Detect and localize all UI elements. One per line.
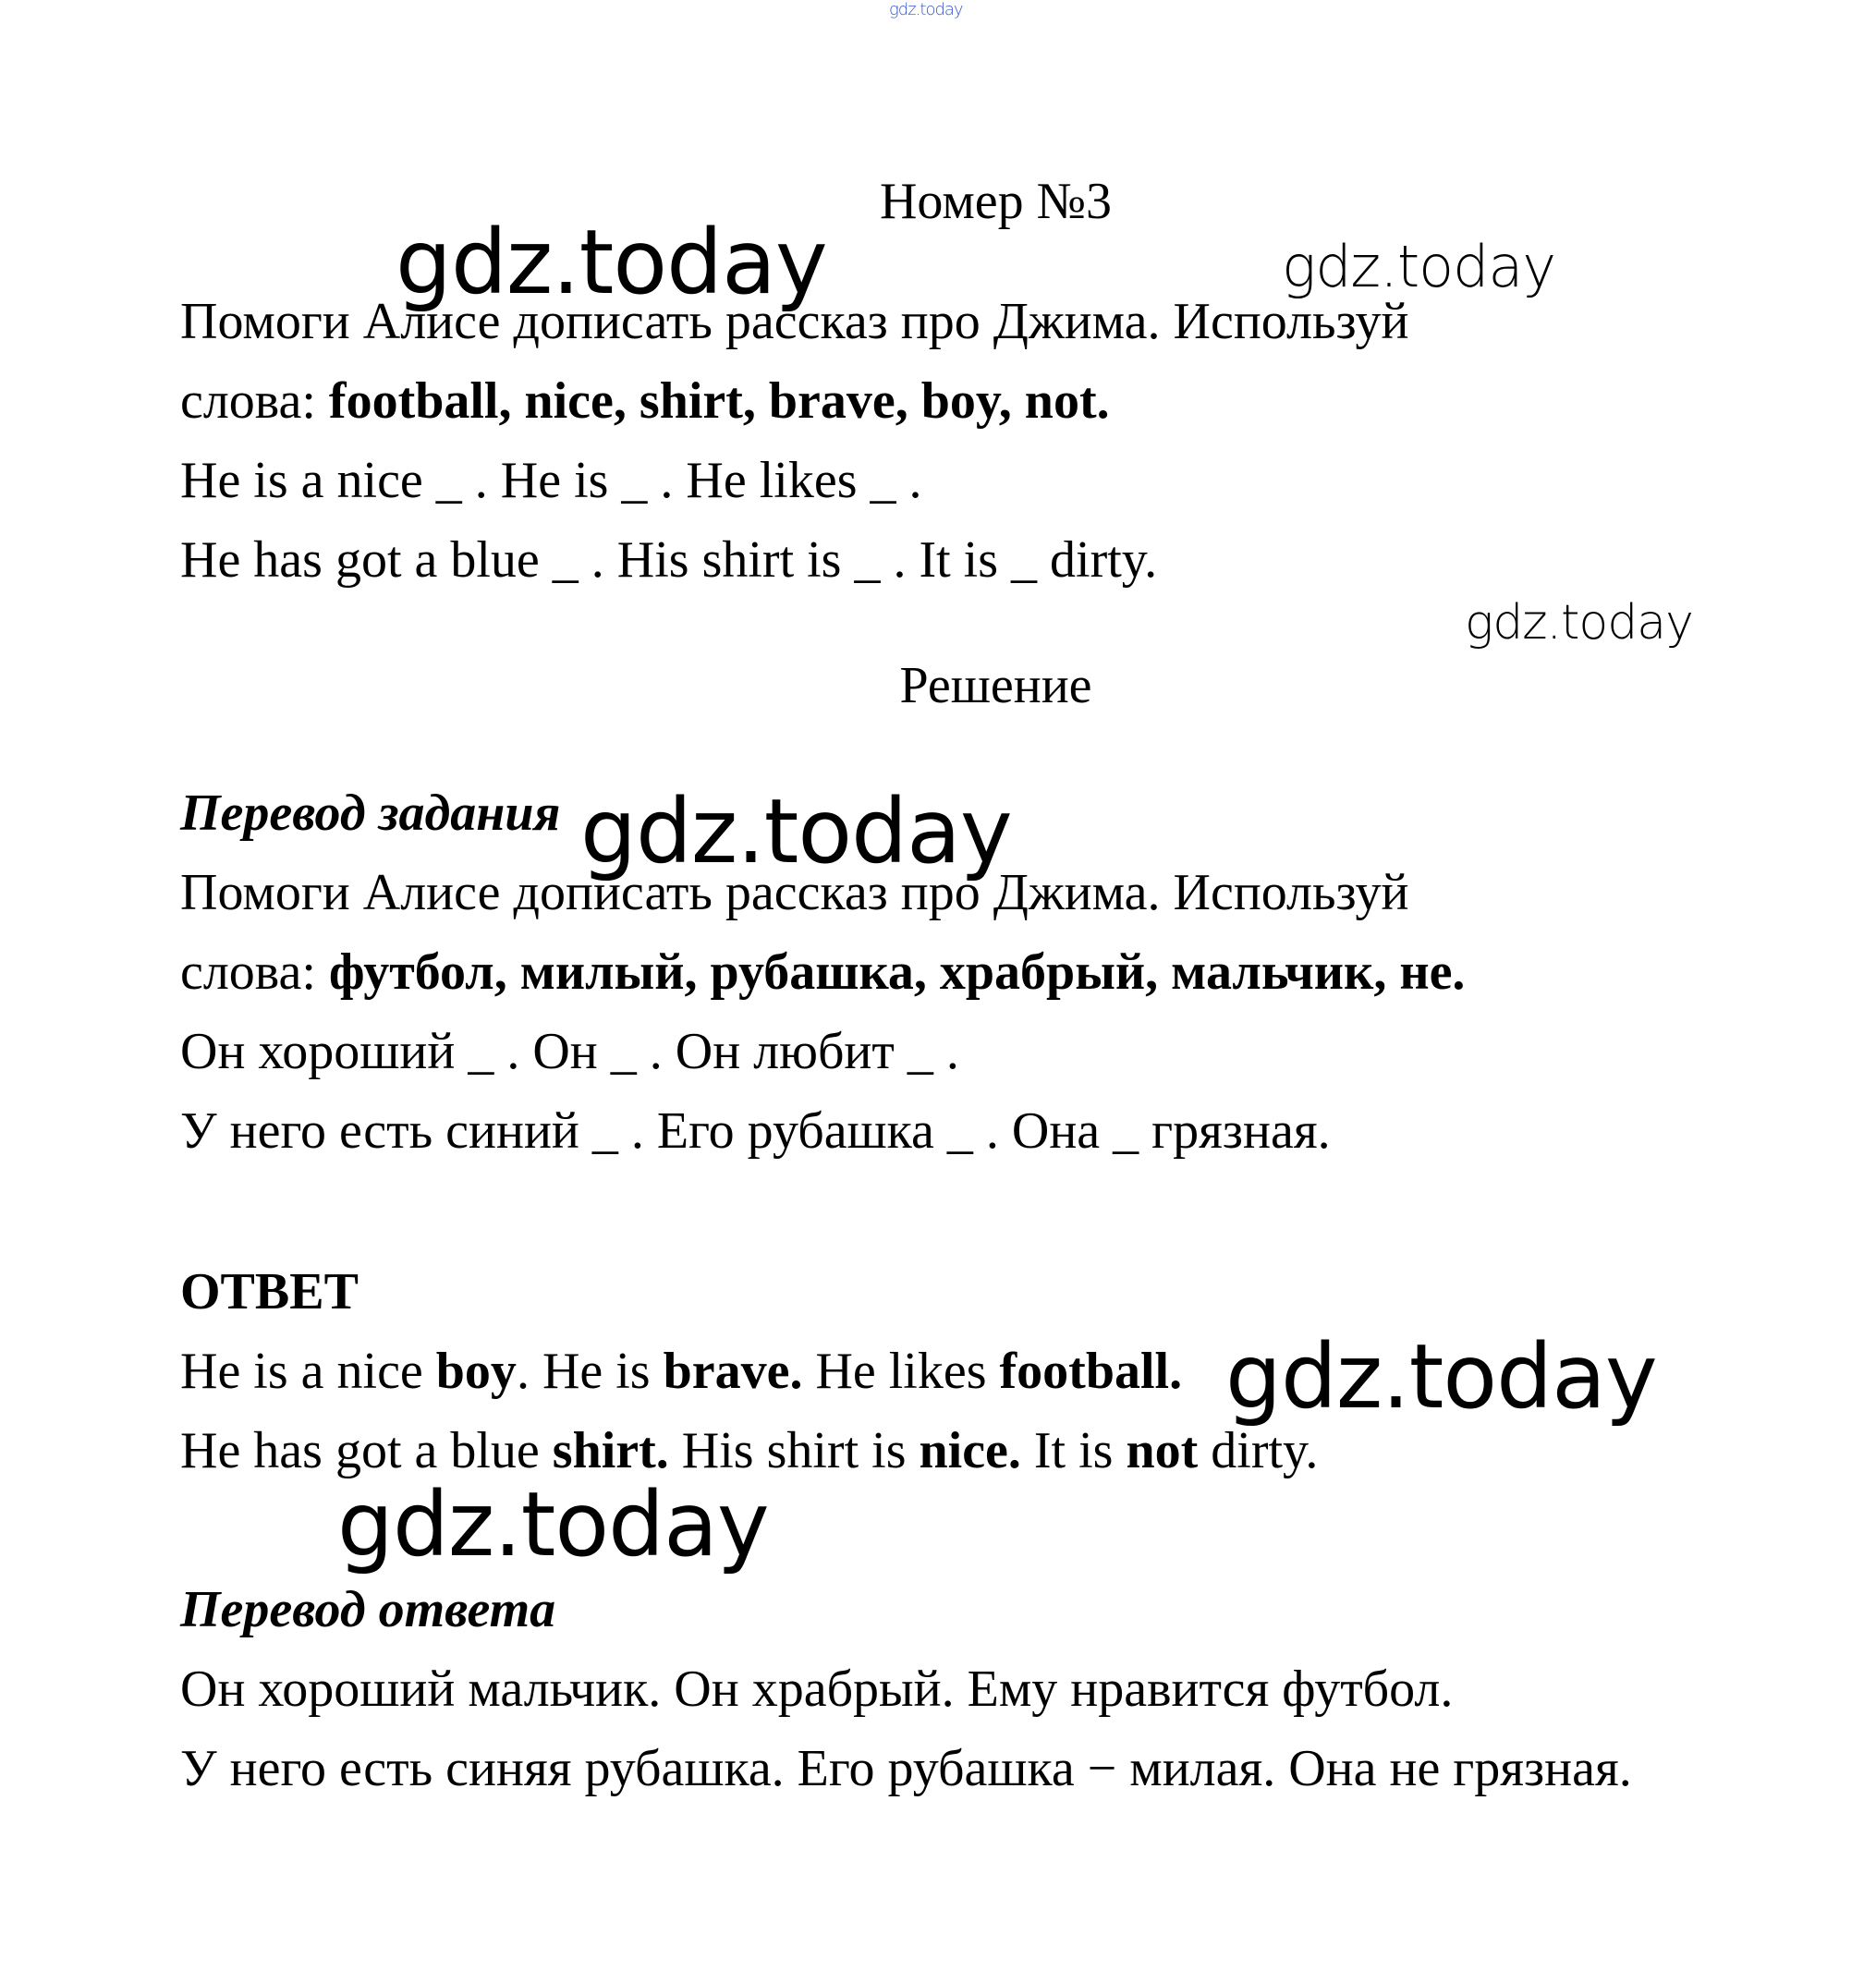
answer-line-2: He has got a blue shirt. His shirt is nice. It is not dirty. (180, 1422, 1319, 1479)
task-translation-heading: Перевод задания (180, 785, 561, 842)
task-translation-word-list: футбол, милый, рубашка, храбрый, мальчик, не. (328, 943, 1466, 1001)
answer-translation-heading: Перевод ответа (180, 1581, 556, 1638)
answer-line-1: He is a nice boy. He is brave. He likes football. (180, 1343, 1183, 1400)
watermark: gdz.today (1225, 1325, 1657, 1429)
task-line-2 (180, 372, 1110, 430)
watermark: gdz.today (1465, 595, 1693, 651)
task-translation-line-2-prefix: слова: (180, 943, 329, 1001)
answer-heading: ОТВЕТ (180, 1263, 359, 1320)
answer-translation-line-2: У него есть синяя рубашка. Его рубашка − милая. Она не грязная. (180, 1740, 1632, 1797)
watermark: gdz.today (1282, 233, 1556, 300)
watermark: gdz.today (396, 211, 827, 314)
task-translation-line-2 (180, 943, 1466, 1001)
watermark: gdz.today (580, 780, 1012, 883)
top-watermark: gdz.today (889, 0, 963, 19)
task-line-3: He is a nice _ . He is _ . He likes _ . (180, 452, 922, 509)
task-translation-line-4: У него есть синий _ . Его рубашка _ . Она _ грязная. (180, 1102, 1331, 1160)
task-translation-line-3: Он хороший _ . Он _ . Он любит _ . (180, 1023, 959, 1080)
task-line-4: He has got a blue _ . His shirt is _ . It is _ dirty. (180, 531, 1158, 589)
answer-translation-line-1: Он хороший мальчик. Он храбрый. Ему нравится футбол. (180, 1661, 1454, 1718)
task-translation-line-1: Помоги Алисе дописать рассказ про Джима. Используй (180, 864, 1409, 921)
solution-heading: Решение (899, 657, 1092, 714)
task-word-list: football, nice, shirt, brave, boy, not. (328, 372, 1110, 430)
watermark: gdz.today (337, 1473, 769, 1576)
page-title: Номер №3 (879, 173, 1113, 230)
task-line-1: Помоги Алисе дописать рассказ про Джима. Используй (180, 293, 1409, 350)
task-line-2-prefix: слова: (180, 372, 329, 430)
